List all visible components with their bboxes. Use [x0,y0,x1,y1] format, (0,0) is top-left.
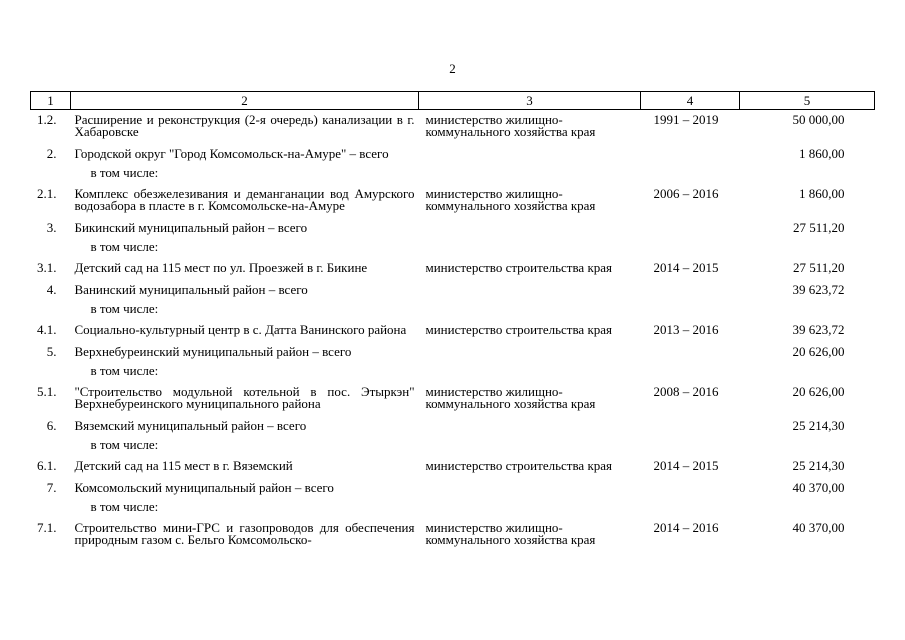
funding-amount: 27 511,20 [792,220,845,235]
responsible-ministry [419,302,641,320]
header-col-1: 1 [31,92,71,110]
including-label: в том числе: [90,363,159,378]
object-name: Городской округ "Город Комсомольск-на-Амуре" – всего [74,146,389,161]
row-number [31,438,71,456]
row-number: 5. [46,344,57,359]
funding-amount [740,438,875,456]
funding-amount: 39 623,72 [792,322,845,337]
subheading-row [31,500,875,518]
implementation-period: 2014 – 2015 [653,458,719,473]
object-name: Комсомольский муниципальный район – всего [74,480,334,495]
implementation-period: 2006 – 2016 [653,186,719,201]
responsible-ministry [419,280,641,302]
table-row [31,382,875,416]
including-label: в том числе: [90,499,159,514]
object-name: Строительство мини-ГРС и газопроводов для обеспечения природным газом с. Бельго Комсомольско- [74,520,415,547]
implementation-period: 2014 – 2016 [653,520,719,535]
row-number: 2. [46,146,57,161]
implementation-period [641,240,740,258]
responsible-ministry [419,218,641,240]
funding-amount: 20 626,00 [792,344,845,359]
object-name: Ванинский муниципальный район – всего [74,282,308,297]
responsible-ministry [419,166,641,184]
implementation-period: 2014 – 2015 [653,260,719,275]
row-number: 6. [46,418,57,433]
funding-amount [740,166,875,184]
table-row [31,342,875,364]
implementation-period [641,342,740,364]
table-row [31,320,875,342]
row-number [31,364,71,382]
implementation-period [641,364,740,382]
object-name: Комплекс обезжелезивания и деманганации вод Амурского водозабора в пласте в г. Комсомольске-на-Амуре [74,186,415,213]
funding-amount: 20 626,00 [792,384,845,399]
page-number: 2 [449,61,456,76]
table-row [31,416,875,438]
row-number: 4.1. [37,322,57,337]
table-row [31,258,875,280]
implementation-period [641,500,740,518]
responsible-ministry: министерство жилищно-коммунального хозяйства края [425,384,596,411]
funding-amount: 25 214,30 [792,418,845,433]
object-name: Верхнебуреинский муниципальный район – всего [74,344,352,359]
table-body [31,110,875,553]
implementation-period [641,416,740,438]
row-number: 4. [46,282,57,297]
funding-amount [740,364,875,382]
row-number: 2.1. [37,186,57,201]
row-number: 7. [46,480,57,495]
implementation-period [641,302,740,320]
funding-amount: 27 511,20 [792,260,845,275]
object-name: Детский сад на 115 мест по ул. Проезжей в г. Бикине [74,260,368,275]
subheading-row [31,364,875,382]
responsible-ministry [419,478,641,500]
including-label: в том числе: [90,239,159,254]
funding-amount [740,240,875,258]
implementation-period [641,280,740,302]
implementation-period [641,144,740,166]
object-name: Расширение и реконструкция (2-я очередь) канализации в г. Хабаровске [74,112,415,139]
subheading-row [31,438,875,456]
responsible-ministry [419,500,641,518]
object-name: Детский сад на 115 мест в г. Вяземский [74,458,293,473]
implementation-period [641,218,740,240]
responsible-ministry [419,240,641,258]
header-col-3: 3 [419,92,641,110]
header-col-5: 5 [740,92,875,110]
including-label: в том числе: [90,437,159,452]
implementation-period: 1991 – 2019 [653,112,719,127]
responsible-ministry: министерство жилищно-коммунального хозяйства края [425,520,596,547]
responsible-ministry [419,364,641,382]
implementation-period: 2008 – 2016 [653,384,719,399]
row-number: 1.2. [37,112,57,127]
responsible-ministry [419,144,641,166]
table-row [31,280,875,302]
funding-amount: 50 000,00 [792,112,845,127]
implementation-period [641,166,740,184]
implementation-period [641,478,740,500]
row-number [31,240,71,258]
row-number [31,166,71,184]
implementation-period [641,438,740,456]
row-number: 7.1. [37,520,57,535]
object-name: Бикинский муниципальный район – всего [74,220,308,235]
row-number: 3.1. [37,260,57,275]
funding-amount: 40 370,00 [792,480,845,495]
implementation-period: 2013 – 2016 [653,322,719,337]
including-label: в том числе: [90,165,159,180]
header-col-2: 2 [71,92,419,110]
row-number [31,302,71,320]
table-row [31,218,875,240]
table-row [31,518,875,552]
funding-amount: 1 860,00 [799,186,845,201]
object-name: Социально-культурный центр в с. Датта Ванинского района [74,322,407,337]
responsible-ministry: министерство строительства края [425,322,613,337]
table-row [31,478,875,500]
funding-amount: 39 623,72 [792,282,845,297]
header-row [31,92,875,110]
responsible-ministry: министерство жилищно-коммунального хозяйства края [425,186,596,213]
program-table [30,91,875,552]
row-number: 3. [46,220,57,235]
funding-amount: 1 860,00 [799,146,845,161]
header-col-4: 4 [641,92,740,110]
row-number [31,500,71,518]
funding-amount: 40 370,00 [792,520,845,535]
object-name: Вяземский муниципальный район – всего [74,418,307,433]
table-row [31,456,875,478]
subheading-row [31,166,875,184]
funding-amount [740,500,875,518]
row-number: 6.1. [37,458,57,473]
object-name: "Строительство модульной котельной в пос. Этыркэн" Верхнебуреинского муниципального района [74,384,415,411]
responsible-ministry [419,438,641,456]
table-row [31,184,875,218]
subheading-row [31,302,875,320]
table-header [31,92,875,110]
row-number: 5.1. [37,384,57,399]
table-row [31,144,875,166]
table-row [31,110,875,145]
responsible-ministry [419,342,641,364]
funding-amount [740,302,875,320]
responsible-ministry: министерство жилищно-коммунального хозяйства края [425,112,596,139]
responsible-ministry: министерство строительства края [425,260,613,275]
responsible-ministry: министерство строительства края [425,458,613,473]
subheading-row [31,240,875,258]
funding-amount: 25 214,30 [792,458,845,473]
responsible-ministry [419,416,641,438]
including-label: в том числе: [90,301,159,316]
